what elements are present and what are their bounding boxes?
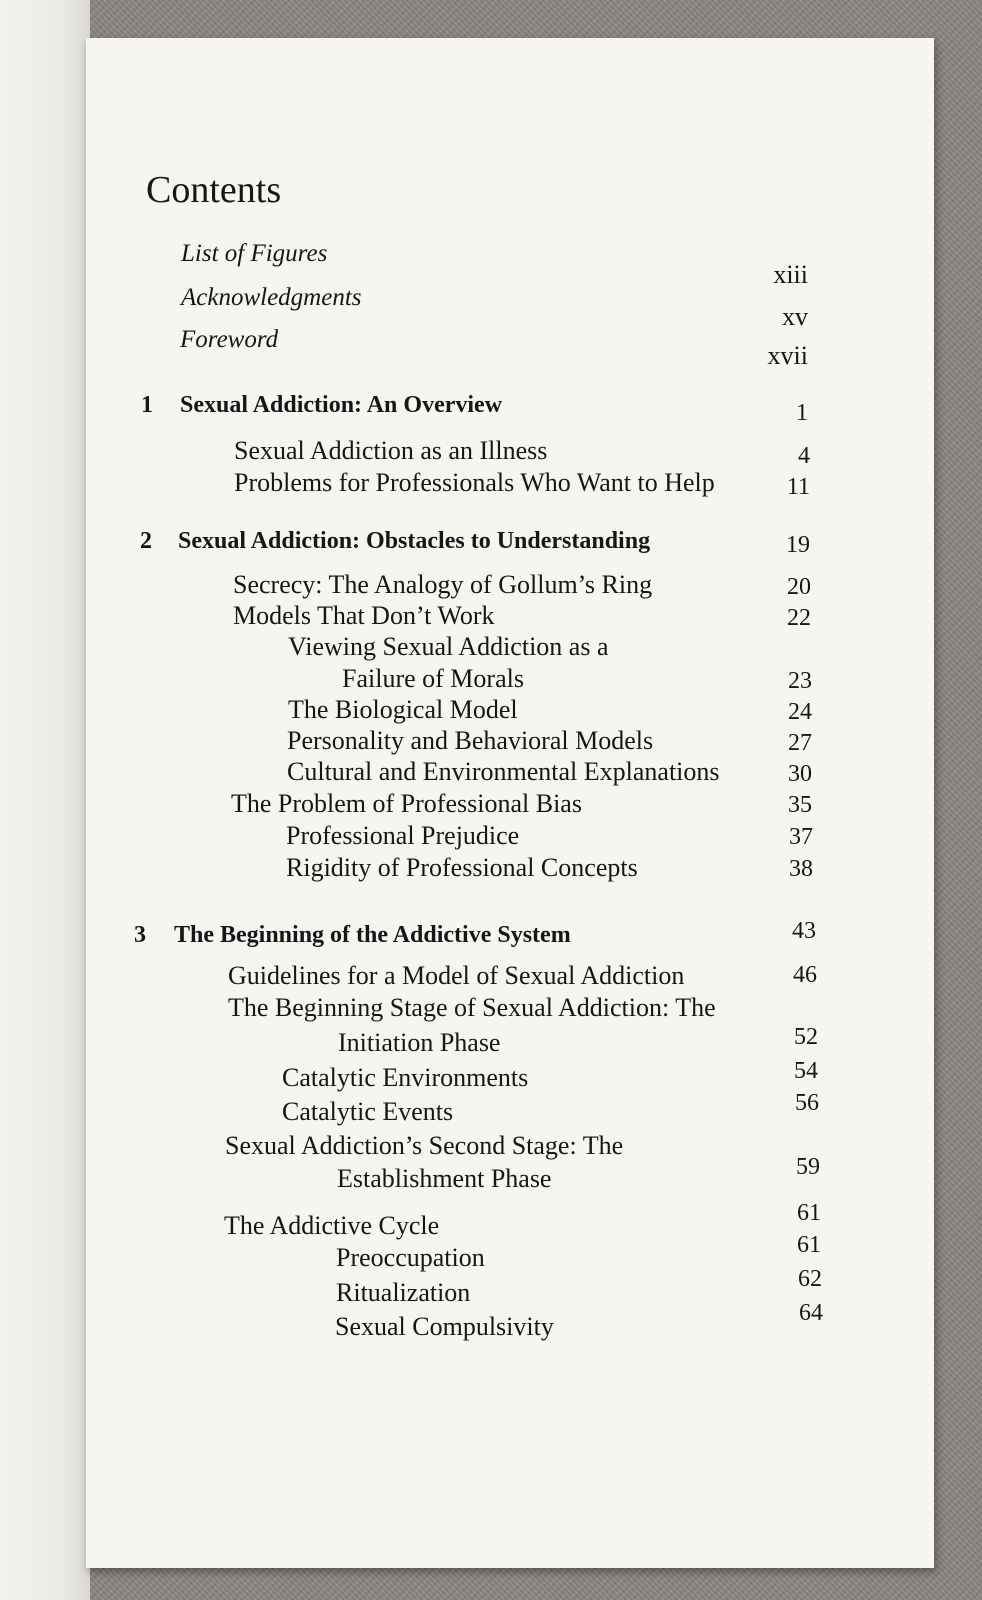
toc-entry: The Biological Model <box>288 695 518 724</box>
page-number: xiii <box>773 260 808 289</box>
toc-entry: Guidelines for a Model of Sexual Addiction <box>228 961 685 990</box>
page-number: 1 <box>796 400 808 426</box>
toc-entry-continuation: Establishment Phase <box>337 1164 552 1193</box>
toc-entry-acknowledgments: Acknowledgments <box>181 284 362 311</box>
chapter-number: 1 <box>141 392 153 418</box>
toc-entry: The Addictive Cycle <box>224 1211 440 1240</box>
toc-entry-list-of-figures: List of Figures <box>181 240 328 267</box>
page-number: 24 <box>788 699 812 725</box>
page-number: 61 <box>797 1200 821 1226</box>
chapter-title: Sexual Addiction: An Overview <box>180 392 503 418</box>
toc-entry: Preoccupation <box>336 1243 485 1272</box>
page-number: 4 <box>798 443 810 469</box>
toc-entry: Viewing Sexual Addiction as a <box>288 632 609 661</box>
page-number: 20 <box>787 574 811 600</box>
page-number: 35 <box>788 792 812 818</box>
page-number: 61 <box>797 1232 821 1258</box>
page-number: 54 <box>794 1058 818 1084</box>
page-number: 19 <box>786 532 810 558</box>
chapter-title: Sexual Addiction: Obstacles to Understanding <box>178 528 651 554</box>
page-number: 38 <box>789 856 813 882</box>
toc-entry-foreword: Foreword <box>180 326 279 353</box>
toc-entry: Personality and Behavioral Models <box>287 726 654 755</box>
page-number: 52 <box>794 1024 818 1050</box>
toc-entry-continuation: Failure of Morals <box>342 664 524 693</box>
toc-entry: Cultural and Environmental Explanations <box>287 757 720 786</box>
page-number: 30 <box>788 761 812 787</box>
toc-entry: Sexual Addiction as an Illness <box>234 436 548 465</box>
toc-entry: Secrecy: The Analogy of Gollum’s Ring <box>233 570 653 599</box>
toc-entry: Sexual Addiction’s Second Stage: The <box>225 1131 624 1160</box>
page-number: 37 <box>789 824 813 850</box>
page-number: xv <box>782 302 808 331</box>
toc-entry: Sexual Compulsivity <box>335 1312 554 1341</box>
page-number: 27 <box>788 730 812 756</box>
chapter-number: 3 <box>134 922 146 948</box>
page-number: 59 <box>796 1154 820 1180</box>
page-title: Contents <box>146 169 282 211</box>
page-number: 64 <box>799 1300 823 1326</box>
page-number: 46 <box>793 962 817 988</box>
contents-page <box>86 38 934 1568</box>
toc-entry: The Problem of Professional Bias <box>231 789 582 818</box>
page-number: 43 <box>792 918 816 944</box>
toc-entry: Catalytic Environments <box>282 1063 529 1092</box>
left-page-edge <box>0 0 90 1600</box>
toc-entry: Problems for Professionals Who Want to Help <box>234 468 715 497</box>
toc-entry: Professional Prejudice <box>286 821 520 850</box>
chapter-title: The Beginning of the Addictive System <box>174 922 571 948</box>
page-number: xvii <box>767 341 808 370</box>
page-number: 23 <box>788 668 812 694</box>
page-number: 11 <box>786 474 810 500</box>
page-number: 22 <box>787 605 811 631</box>
toc-entry: The Beginning Stage of Sexual Addiction: The <box>228 993 716 1022</box>
toc-entry: Rigidity of Professional Concepts <box>286 853 638 882</box>
toc-entry-continuation: Initiation Phase <box>338 1028 501 1057</box>
chapter-number: 2 <box>140 528 152 554</box>
toc-entry: Catalytic Events <box>282 1097 454 1126</box>
page-number: 62 <box>798 1266 822 1292</box>
page-number: 56 <box>795 1090 819 1116</box>
toc-entry: Ritualization <box>336 1278 471 1307</box>
toc-entry: Models That Don’t Work <box>233 601 495 630</box>
